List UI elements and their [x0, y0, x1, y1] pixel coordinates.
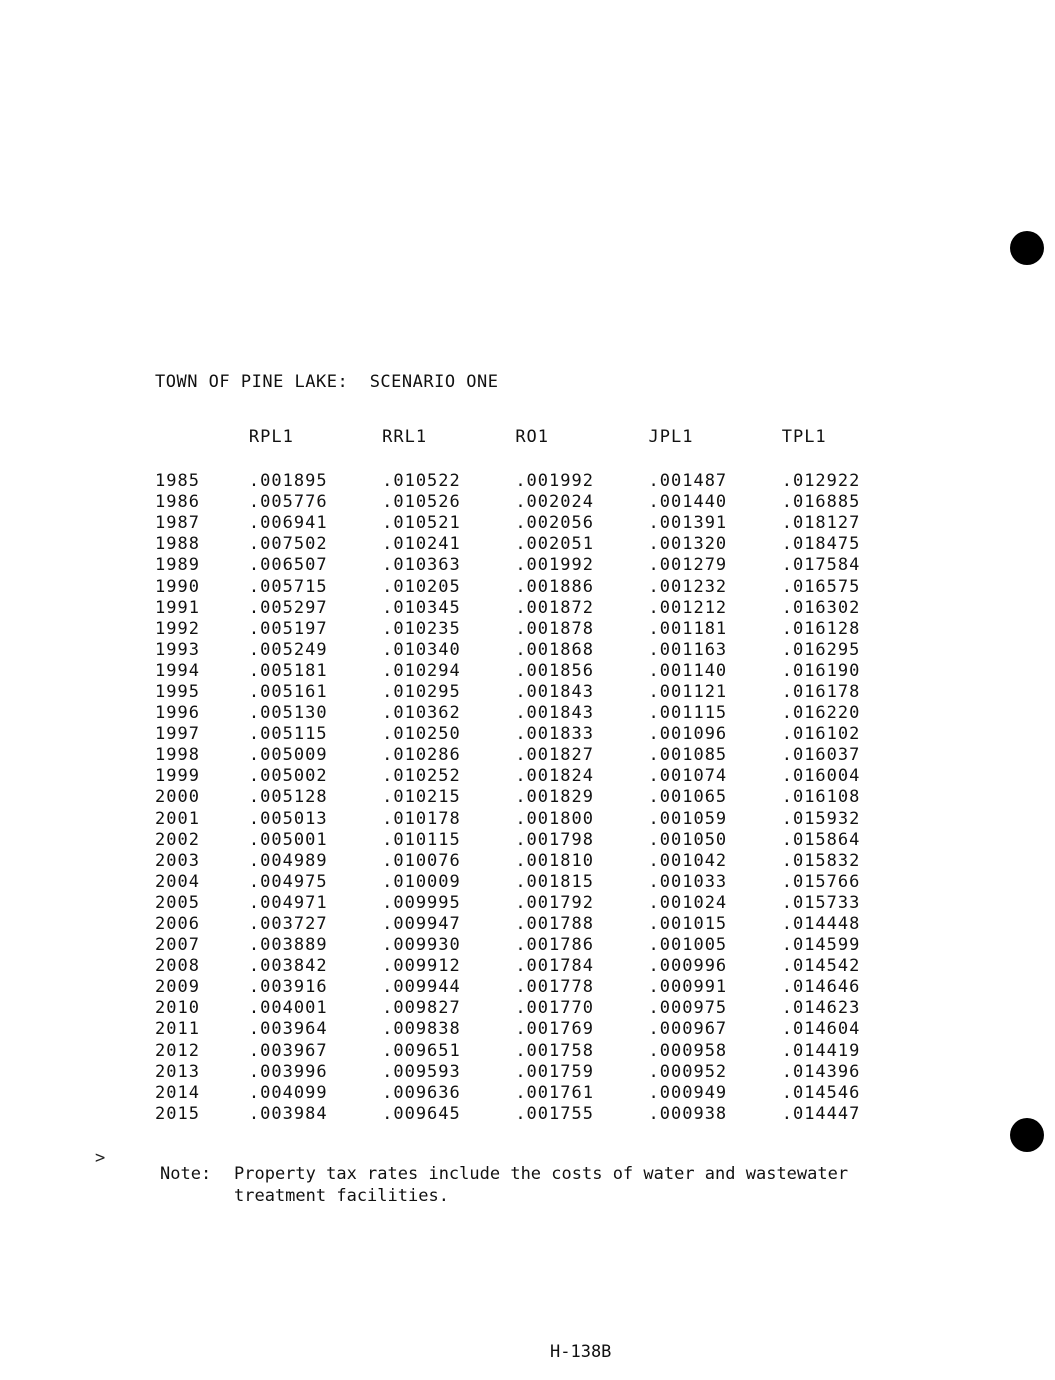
rate-cell: .004001 [248, 998, 328, 1019]
rate-cell: .003916 [248, 977, 328, 998]
rate-cell: .014542 [781, 956, 861, 977]
column-header-year [155, 427, 249, 451]
rate-cell: .005181 [248, 660, 328, 681]
rate-cell: .005128 [248, 787, 328, 808]
rate-cell: .001992 [515, 555, 594, 576]
rate-cell: .010294 [382, 660, 461, 681]
year-cell: 1997 [155, 724, 200, 745]
rate-cell: .018127 [781, 513, 861, 534]
page-title: TOWN OF PINE LAKE: SCENARIO ONE [155, 372, 499, 392]
rate-cell: .016302 [781, 597, 861, 618]
column-header: RPL1 [248, 427, 294, 447]
rate-cell: .001792 [515, 892, 594, 913]
table-row [155, 851, 915, 872]
table-row [155, 619, 915, 640]
table-row [155, 830, 915, 851]
year-cell: 1985 [155, 471, 200, 492]
table-row [155, 703, 915, 724]
note-text: Property tax rates include the costs of water and wastewater treatment facilities. [234, 1164, 849, 1206]
rate-cell: .009944 [382, 977, 461, 998]
rate-cell: .014419 [781, 1040, 861, 1061]
rate-cell: .001810 [515, 850, 594, 871]
rate-cell: .001769 [515, 1019, 594, 1040]
rate-cell: .001829 [515, 787, 594, 808]
rate-cell: .001827 [515, 745, 594, 766]
year-cell: 2011 [155, 1019, 200, 1040]
rate-cell: .010215 [382, 787, 461, 808]
rate-cell: .005297 [248, 597, 328, 618]
table-body [155, 471, 915, 1125]
rate-cell: .010250 [382, 724, 461, 745]
rate-cell: .005013 [248, 808, 328, 829]
rate-cell: .001440 [648, 492, 728, 513]
rate-cell: .005002 [248, 766, 328, 787]
rate-cell: .001824 [515, 766, 594, 787]
year-cell: 2006 [155, 914, 200, 935]
year-cell: 1989 [155, 555, 200, 576]
rate-cell: .001232 [648, 576, 728, 597]
rate-cell: .009593 [382, 1061, 461, 1082]
rate-cell: .001759 [515, 1061, 594, 1082]
rate-cell: .014546 [781, 1082, 861, 1103]
rate-cell: .015733 [781, 892, 861, 913]
tax-rate-table-container [155, 427, 915, 1125]
rate-cell: .001868 [515, 639, 594, 660]
rate-cell: .016128 [781, 618, 861, 639]
rate-cell: .016220 [781, 703, 861, 724]
rate-cell: .001800 [515, 808, 594, 829]
rate-cell: .016108 [781, 787, 861, 808]
rate-cell: .005009 [248, 745, 328, 766]
rate-cell: .005249 [248, 639, 328, 660]
year-cell: 1986 [155, 492, 200, 513]
table-row [155, 956, 915, 977]
table-row [155, 998, 915, 1019]
rate-cell: .016004 [781, 766, 861, 787]
year-cell: 2009 [155, 977, 200, 998]
rate-cell: .001784 [515, 956, 594, 977]
rate-cell: .009912 [382, 956, 461, 977]
rate-cell: .009651 [382, 1040, 461, 1061]
year-cell: 2015 [155, 1103, 200, 1124]
table-row [155, 640, 915, 661]
rate-cell: .010205 [382, 576, 461, 597]
rate-cell: .001872 [515, 597, 594, 618]
table-row [155, 1062, 915, 1083]
rate-cell: .001786 [515, 935, 594, 956]
year-cell: 2008 [155, 956, 200, 977]
table-header-row [155, 427, 915, 451]
rate-cell: .001096 [648, 724, 728, 745]
rate-cell: .006507 [248, 555, 328, 576]
rate-cell: .001761 [515, 1082, 594, 1103]
rate-cell: .001755 [515, 1103, 594, 1124]
table-row [155, 1019, 915, 1040]
rate-cell: .004971 [248, 892, 328, 913]
rate-cell: .014623 [781, 998, 861, 1019]
table-row [155, 745, 915, 766]
rate-cell: .001212 [648, 597, 728, 618]
rate-cell: .004099 [248, 1082, 328, 1103]
rate-cell: .001140 [648, 660, 728, 681]
rate-cell: .010076 [382, 850, 461, 871]
rate-cell: .003984 [248, 1103, 328, 1124]
year-cell: 2013 [155, 1061, 200, 1082]
rate-cell: .015864 [781, 829, 861, 850]
rate-cell: .005115 [248, 724, 328, 745]
rate-cell: .005715 [248, 576, 328, 597]
rate-cell: .005130 [248, 703, 328, 724]
tax-rate-table [155, 427, 915, 1125]
rate-cell: .014396 [781, 1061, 861, 1082]
rate-cell: .001798 [515, 829, 594, 850]
rate-cell: .001758 [515, 1040, 594, 1061]
binder-hole [1010, 231, 1044, 265]
rate-cell: .001843 [515, 703, 594, 724]
year-cell: 1996 [155, 703, 200, 724]
rate-cell: .001895 [248, 471, 328, 492]
table-row [155, 914, 915, 935]
rate-cell: .010252 [382, 766, 461, 787]
note-label: Note: [160, 1164, 212, 1184]
rate-cell: .001833 [515, 724, 594, 745]
rate-cell: .001005 [648, 935, 728, 956]
rate-cell: .010115 [382, 829, 461, 850]
rate-cell: .001391 [648, 513, 728, 534]
table-row [155, 893, 915, 914]
margin-mark: > [95, 1148, 106, 1168]
rate-cell: .003727 [248, 914, 328, 935]
rate-cell: .001815 [515, 871, 594, 892]
rate-cell: .003967 [248, 1040, 328, 1061]
rate-cell: .000949 [648, 1082, 728, 1103]
rate-cell: .014646 [781, 977, 861, 998]
rate-cell: .001770 [515, 998, 594, 1019]
rate-cell: .004975 [248, 871, 328, 892]
rate-cell: .009930 [382, 935, 461, 956]
rate-cell: .007502 [248, 534, 328, 555]
rate-cell: .005001 [248, 829, 328, 850]
rate-cell: .001033 [648, 871, 728, 892]
year-cell: 2002 [155, 829, 200, 850]
rate-cell: .001279 [648, 555, 728, 576]
rate-cell: .000967 [648, 1019, 728, 1040]
year-cell: 2012 [155, 1040, 200, 1061]
table-row [155, 492, 915, 513]
rate-cell: .016885 [781, 492, 861, 513]
rate-cell: .009636 [382, 1082, 461, 1103]
table-row [155, 682, 915, 703]
rate-cell: .001065 [648, 787, 728, 808]
rate-cell: .001085 [648, 745, 728, 766]
rate-cell: .010235 [382, 618, 461, 639]
rate-cell: .001487 [648, 471, 728, 492]
rate-cell: .010340 [382, 639, 461, 660]
rate-cell: .001886 [515, 576, 594, 597]
year-cell: 1993 [155, 639, 200, 660]
rate-cell: .009827 [382, 998, 461, 1019]
rate-cell: .004989 [248, 850, 328, 871]
rate-cell: .014599 [781, 935, 861, 956]
rate-cell: .005197 [248, 618, 328, 639]
binder-hole [1010, 1118, 1044, 1152]
rate-cell: .001788 [515, 914, 594, 935]
column-header: JPL1 [648, 427, 694, 447]
rate-cell: .003964 [248, 1019, 328, 1040]
rate-cell: .016178 [781, 681, 861, 702]
table-row [155, 766, 915, 787]
year-cell: 1998 [155, 745, 200, 766]
year-cell: 2001 [155, 808, 200, 829]
year-cell: 1987 [155, 513, 200, 534]
rate-cell: .010295 [382, 681, 461, 702]
table-row [155, 935, 915, 956]
rate-cell: .001074 [648, 766, 728, 787]
rate-cell: .010345 [382, 597, 461, 618]
rate-cell: .009995 [382, 892, 461, 913]
rate-cell: .001042 [648, 850, 728, 871]
column-header: RO1 [515, 427, 550, 447]
table-row [155, 661, 915, 682]
rate-cell: .000991 [648, 977, 728, 998]
rate-cell: .016102 [781, 724, 861, 745]
footnote [160, 1163, 874, 1207]
rate-cell: .001843 [515, 681, 594, 702]
year-cell: 1999 [155, 766, 200, 787]
year-cell: 2007 [155, 935, 200, 956]
rate-cell: .000952 [648, 1061, 728, 1082]
rate-cell: .009947 [382, 914, 461, 935]
rate-cell: .001181 [648, 618, 728, 639]
rate-cell: .005161 [248, 681, 328, 702]
rate-cell: .016295 [781, 639, 861, 660]
rate-cell: .001778 [515, 977, 594, 998]
page-number: H-138B [550, 1342, 612, 1362]
rate-cell: .002051 [515, 534, 594, 555]
table-row [155, 787, 915, 808]
year-cell: 1995 [155, 681, 200, 702]
rate-cell: .015932 [781, 808, 861, 829]
year-cell: 1994 [155, 660, 200, 681]
year-cell: 2000 [155, 787, 200, 808]
table-row [155, 809, 915, 830]
rate-cell: .002024 [515, 492, 594, 513]
year-cell: 2014 [155, 1082, 200, 1103]
rate-cell: .010521 [382, 513, 461, 534]
table-row [155, 1083, 915, 1104]
rate-cell: .001992 [515, 471, 594, 492]
rate-cell: .002056 [515, 513, 594, 534]
rate-cell: .001856 [515, 660, 594, 681]
year-cell: 1992 [155, 618, 200, 639]
rate-cell: .015766 [781, 871, 861, 892]
rate-cell: .000958 [648, 1040, 728, 1061]
rate-cell: .014604 [781, 1019, 861, 1040]
table-row [155, 977, 915, 998]
year-cell: 1988 [155, 534, 200, 555]
rate-cell: .016190 [781, 660, 861, 681]
rate-cell: .001024 [648, 892, 728, 913]
table-row [155, 872, 915, 893]
year-cell: 2005 [155, 892, 200, 913]
rate-cell: .000996 [648, 956, 728, 977]
rate-cell: .010362 [382, 703, 461, 724]
rate-cell: .010286 [382, 745, 461, 766]
table-row [155, 1041, 915, 1062]
rate-cell: .009838 [382, 1019, 461, 1040]
rate-cell: .014448 [781, 914, 861, 935]
table-row [155, 513, 915, 534]
rate-cell: .018475 [781, 534, 861, 555]
rate-cell: .016575 [781, 576, 861, 597]
rate-cell: .003842 [248, 956, 328, 977]
rate-cell: .010363 [382, 555, 461, 576]
table-row [155, 534, 915, 555]
rate-cell: .000975 [648, 998, 728, 1019]
rate-cell: .001115 [648, 703, 728, 724]
rate-cell: .001320 [648, 534, 728, 555]
table-row [155, 576, 915, 597]
table-row [155, 555, 915, 576]
year-cell: 1991 [155, 597, 200, 618]
column-header: RRL1 [382, 427, 428, 447]
table-row [155, 471, 915, 492]
rate-cell: .001015 [648, 914, 728, 935]
year-cell: 2010 [155, 998, 200, 1019]
table-row [155, 1104, 915, 1125]
rate-cell: .001050 [648, 829, 728, 850]
column-header: TPL1 [781, 427, 827, 447]
year-cell: 2003 [155, 850, 200, 871]
rate-cell: .000938 [648, 1103, 728, 1124]
rate-cell: .015832 [781, 850, 861, 871]
rate-cell: .003996 [248, 1061, 328, 1082]
rate-cell: .001163 [648, 639, 728, 660]
year-cell: 2004 [155, 871, 200, 892]
rate-cell: .010241 [382, 534, 461, 555]
rate-cell: .010522 [382, 471, 461, 492]
rate-cell: .005776 [248, 492, 328, 513]
rate-cell: .010009 [382, 871, 461, 892]
rate-cell: .014447 [781, 1103, 861, 1124]
rate-cell: .017584 [781, 555, 861, 576]
rate-cell: .006941 [248, 513, 328, 534]
rate-cell: .001878 [515, 618, 594, 639]
rate-cell: .001121 [648, 681, 728, 702]
rate-cell: .003889 [248, 935, 328, 956]
year-cell: 1990 [155, 576, 200, 597]
rate-cell: .012922 [781, 471, 861, 492]
rate-cell: .016037 [781, 745, 861, 766]
table-row [155, 724, 915, 745]
rate-cell: .010526 [382, 492, 461, 513]
rate-cell: .010178 [382, 808, 461, 829]
rate-cell: .009645 [382, 1103, 461, 1124]
table-row [155, 598, 915, 619]
rate-cell: .001059 [648, 808, 728, 829]
